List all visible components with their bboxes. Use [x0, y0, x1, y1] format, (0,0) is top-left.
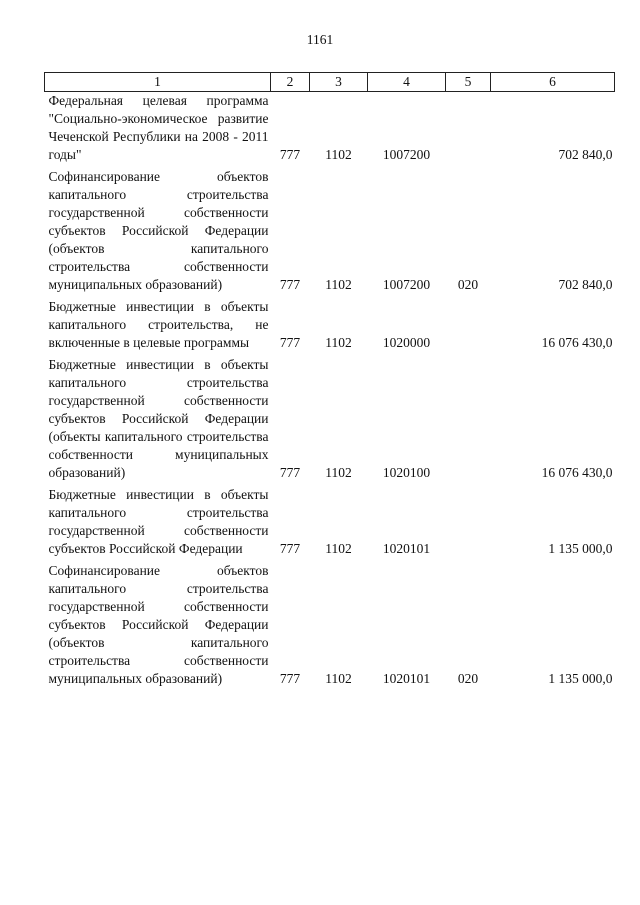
- header-col-5: 5: [446, 73, 491, 92]
- table-row: [45, 92, 615, 167]
- table-body: [45, 92, 615, 691]
- row-section-code: 1102: [325, 541, 352, 556]
- row-target-code: 1020100: [382, 465, 431, 480]
- row-name: Бюджетные инвестиции в объекты капитального строительства, не включенные в целевые программы: [48, 299, 269, 350]
- table-row: [45, 166, 615, 296]
- header-col-4: 4: [368, 73, 446, 92]
- row-amount: 702 840,0: [558, 147, 613, 162]
- table-row: [45, 354, 615, 484]
- row-expense-type: 020: [457, 671, 479, 686]
- row-ministry-code: 777: [279, 335, 301, 350]
- row-ministry-code: 777: [279, 671, 301, 686]
- row-section-code: 1102: [325, 335, 352, 350]
- row-name: Федеральная целевая программа "Социально-экономическое развитие Чеченской Республики на 2008 - 2011 годы": [48, 93, 269, 162]
- row-amount: 1 135 000,0: [548, 671, 613, 686]
- row-amount: 702 840,0: [558, 277, 613, 292]
- header-col-6: 6: [491, 73, 615, 92]
- table-row: [45, 296, 615, 354]
- table-row: [45, 560, 615, 690]
- row-amount: 16 076 430,0: [541, 335, 613, 350]
- header-col-2: 2: [271, 73, 310, 92]
- row-target-code: 1007200: [382, 147, 431, 162]
- row-target-code: 1007200: [382, 277, 431, 292]
- header-row: [45, 73, 615, 92]
- row-expense-type: [446, 296, 491, 354]
- row-target-code: 1020101: [382, 671, 431, 686]
- page-number: 1161: [306, 32, 334, 47]
- row-target-code: 1020101: [382, 541, 431, 556]
- row-expense-type: [446, 354, 491, 484]
- row-expense-type: [446, 484, 491, 560]
- row-section-code: 1102: [325, 277, 352, 292]
- row-name: Бюджетные инвестиции в объекты капитального строительства государственной собственности субъектов Российской Федерации (объекты капитального строительства собственности муниципальных образований): [48, 357, 269, 480]
- row-name: Софинансирование объектов капитального строительства государственной собственности субъектов Российской Федерации (объектов капитального строительства собственности муниципальных образований): [48, 169, 269, 292]
- header-col-1: 1: [45, 73, 271, 92]
- row-ministry-code: 777: [279, 541, 301, 556]
- row-name: Бюджетные инвестиции в объекты капитального строительства государственной собственности субъектов Российской Федерации: [48, 487, 269, 556]
- row-section-code: 1102: [325, 465, 352, 480]
- row-target-code: 1020000: [382, 335, 431, 350]
- row-ministry-code: 777: [279, 465, 301, 480]
- budget-table: [44, 72, 615, 690]
- row-ministry-code: 777: [279, 147, 301, 162]
- row-amount: 16 076 430,0: [541, 465, 613, 480]
- row-name: Софинансирование объектов капитального строительства государственной собственности субъектов Российской Федерации (объектов капитального строительства собственности муниципальных образований): [48, 563, 269, 686]
- table-row: [45, 484, 615, 560]
- row-section-code: 1102: [325, 147, 352, 162]
- row-ministry-code: 777: [279, 277, 301, 292]
- row-section-code: 1102: [325, 671, 352, 686]
- row-expense-type: [446, 92, 491, 167]
- row-amount: 1 135 000,0: [548, 541, 613, 556]
- header-col-3: 3: [310, 73, 368, 92]
- table-header: [45, 73, 615, 92]
- row-expense-type: 020: [457, 277, 479, 292]
